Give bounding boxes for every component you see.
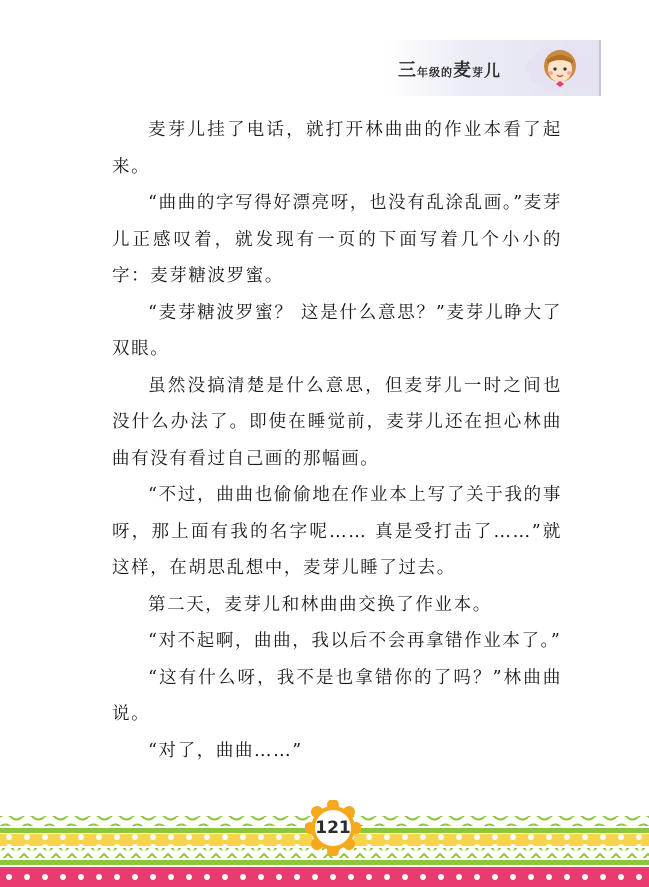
- girl-mascot-icon: [520, 38, 602, 98]
- title-char: 级: [429, 66, 441, 79]
- paragraph: “对了，曲曲……”: [148, 740, 303, 761]
- title-char: 年: [417, 66, 429, 79]
- title-char: 三: [398, 60, 417, 81]
- paragraph: “麦芽糖波罗蜜？ 这是什么意思？”麦芽儿睁大了双眼。: [112, 302, 562, 359]
- title-char: 的: [441, 66, 453, 79]
- paragraph: 麦芽儿挂了电话，就打开林曲曲的作业本看了起来。: [112, 120, 562, 177]
- title-char: 麦: [453, 60, 472, 81]
- book-title: [398, 56, 501, 82]
- paragraph: 虽然没搞清楚是什么意思，但麦芽儿一时之间也没什么办法了。即使在睡觉前，麦芽儿还在担心林曲曲有没有看过自己画的那幅画。: [112, 375, 562, 469]
- page-number: 121: [315, 818, 351, 838]
- paragraph: 第二天，麦芽儿和林曲曲交换了作业本。: [148, 594, 492, 615]
- paragraph: “对不起啊，曲曲，我以后不会再拿错作业本了。”: [148, 631, 562, 651]
- title-char: 儿: [484, 61, 502, 80]
- paragraph: “这有什么呀，我不是也拿错你的了吗？”林曲曲说。: [112, 667, 562, 724]
- story-text: [112, 112, 562, 769]
- title-char: 芽: [472, 66, 484, 79]
- paragraph: “曲曲的字写得好漂亮呀，也没有乱涂乱画。”麦芽儿正感叹着，就发现有一页的下面写着几个小小的字：麦芽糖波罗蜜。: [112, 193, 562, 286]
- paragraph: “不过，曲曲也偷偷地在作业本上写了关于我的事呀，那上面有我的名字呢…… 真是受打击了……”就这样，在胡思乱想中，麦芽儿睡了过去。: [112, 485, 562, 578]
